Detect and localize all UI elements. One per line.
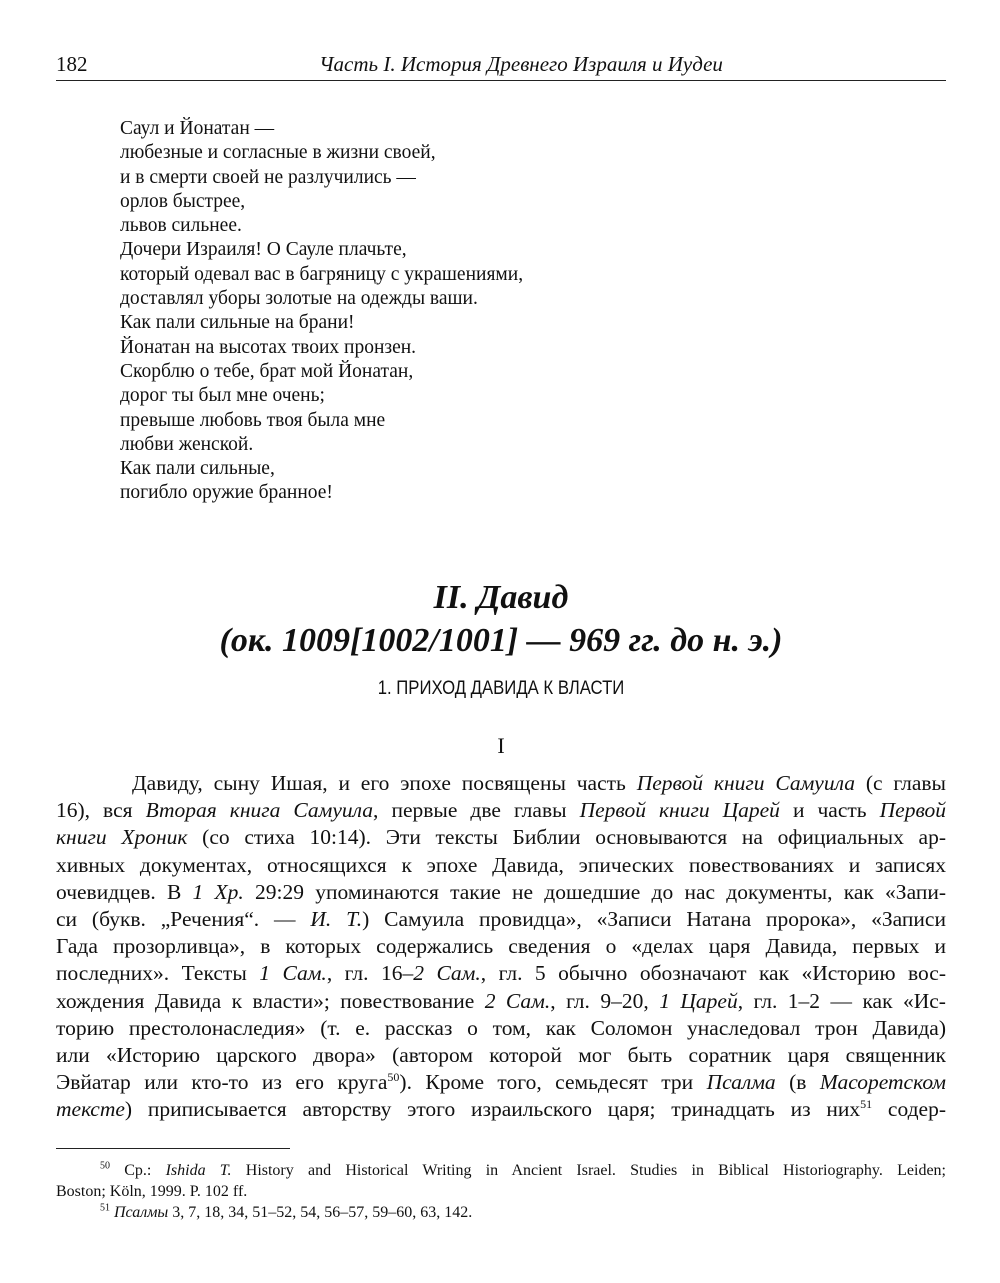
body-line: Давиду, сыну Ишая, и его эпохе посвящены часть Первой книги Самуила (с главы (132, 771, 946, 795)
poem-line: который одевал вас в багряницу с украшениями, (120, 263, 524, 285)
body-line: последних». Тексты 1 Сам., гл. 16–2 Сам., гл. 5 обычно обозначают как «Историю вос- (56, 961, 946, 986)
poem-quotation (120, 117, 720, 506)
body-line: Гада прозорливца», в которых содержались сведения о «делах царя Давида, первых и (56, 934, 946, 959)
footnotes (56, 1160, 946, 1223)
poem-line: львов сильнее. (120, 215, 242, 237)
body-line: 16), вся Вторая книга Самуила, первые две главы Первой книги Царей и часть Первой (56, 798, 947, 823)
running-title: Часть I. История Древнего Израиля и Иудеи (319, 52, 723, 76)
poem-line: Дочери Израиля! О Сауле плачьте, (120, 239, 407, 261)
body-line: хивных документах, относящихся к эпохе Давида, эпических повествованиях и записях (56, 852, 946, 877)
body-line: Эвйатар или кто-то из его круга$^{50}$). Кроме того, семьдесят три Псалма (в Масоретском (56, 1070, 946, 1095)
poem-line: Как пали сильные, (120, 458, 275, 480)
poem-line: Йонатан на высотах твоих пронзен. (120, 336, 417, 358)
footnote-divider (56, 1148, 290, 1149)
chapter-title-dates: (ок. 1009[1002/1001] — 969 гг. до н. э.) (219, 622, 783, 659)
body-line: хождения Давида к власти»; повествование 2 Сам., гл. 9–20, 1 Царей, гл. 1–2 — как «Ис- (56, 988, 946, 1013)
poem-line: доставлял уборы золотые на одежды ваши. (120, 288, 478, 310)
body-line: тексте) приписывается авторству этого израильского царя; тринадцать из них$^{51}$ содер- (56, 1097, 946, 1122)
poem-line: погибло оружие бранное! (120, 482, 333, 504)
poem-line: орлов быстрее, (120, 190, 246, 212)
poem-line: Скорблю о тебе, брат мой Йонатан, (120, 360, 414, 382)
poem-line: дорог ты был мне очень; (120, 385, 325, 407)
poem-line: превыше любовь твоя была мне (120, 409, 386, 431)
footnote-50-cont: Boston; Köln, 1999. P. 102 ff. (56, 1183, 248, 1200)
chapter-title (56, 576, 946, 662)
footnote-ref-51[interactable]: 51 (860, 1097, 873, 1112)
body-line: книги Хроник (со стиха 10:14). Эти тексты Библии основываются на официальных ар- (56, 825, 946, 850)
page-number: 182 (56, 52, 88, 76)
chapter-title-name: II. Давид (433, 579, 569, 616)
body-line: очевидцев. В 1 Хр. 29:29 упоминаются такие не дошедшие до нас документы, как «Запи- (56, 879, 946, 904)
poem-line: Саул и Йонатан — (120, 118, 275, 139)
body-paragraph (56, 770, 946, 1124)
footnote-ref-50[interactable]: 50 (387, 1070, 400, 1085)
poem-line: любезные и согласные в жизни своей, (120, 142, 436, 164)
footnote-50: $^{50}$ Ср.: Ishida T. History and Historical Writing in Ancient Israel. Studies in Biblical Historiography. Leiden; (100, 1160, 946, 1179)
subsection-numeral: I (497, 733, 505, 758)
page-header (56, 48, 946, 81)
footnote-51: $^{51}$ Псалмы 3, 7, 18, 34, 51–52, 54, 56–57, 59–60, 63, 142. (100, 1202, 473, 1221)
poem-line: и в смерти своей не разлучились — (120, 166, 416, 188)
body-line: или «Историю царского двора» (автором которой мог быть соратник царя священник (56, 1043, 946, 1068)
body-line: торию престолонаследия» (т. е. рассказ о том, как Соломон унаследовал трон Давида) (56, 1015, 946, 1040)
body-line: си (букв. „Речения“. — И. Т.) Самуила провидца», «Записи Натана пророка», «Записи (56, 907, 946, 932)
poem-line: Как пали сильные на брани! (120, 312, 355, 334)
section-heading: 1. ПРИХОД ДАВИДА К ВЛАСТИ (377, 678, 625, 699)
poem-line: любви женской. (120, 433, 254, 455)
